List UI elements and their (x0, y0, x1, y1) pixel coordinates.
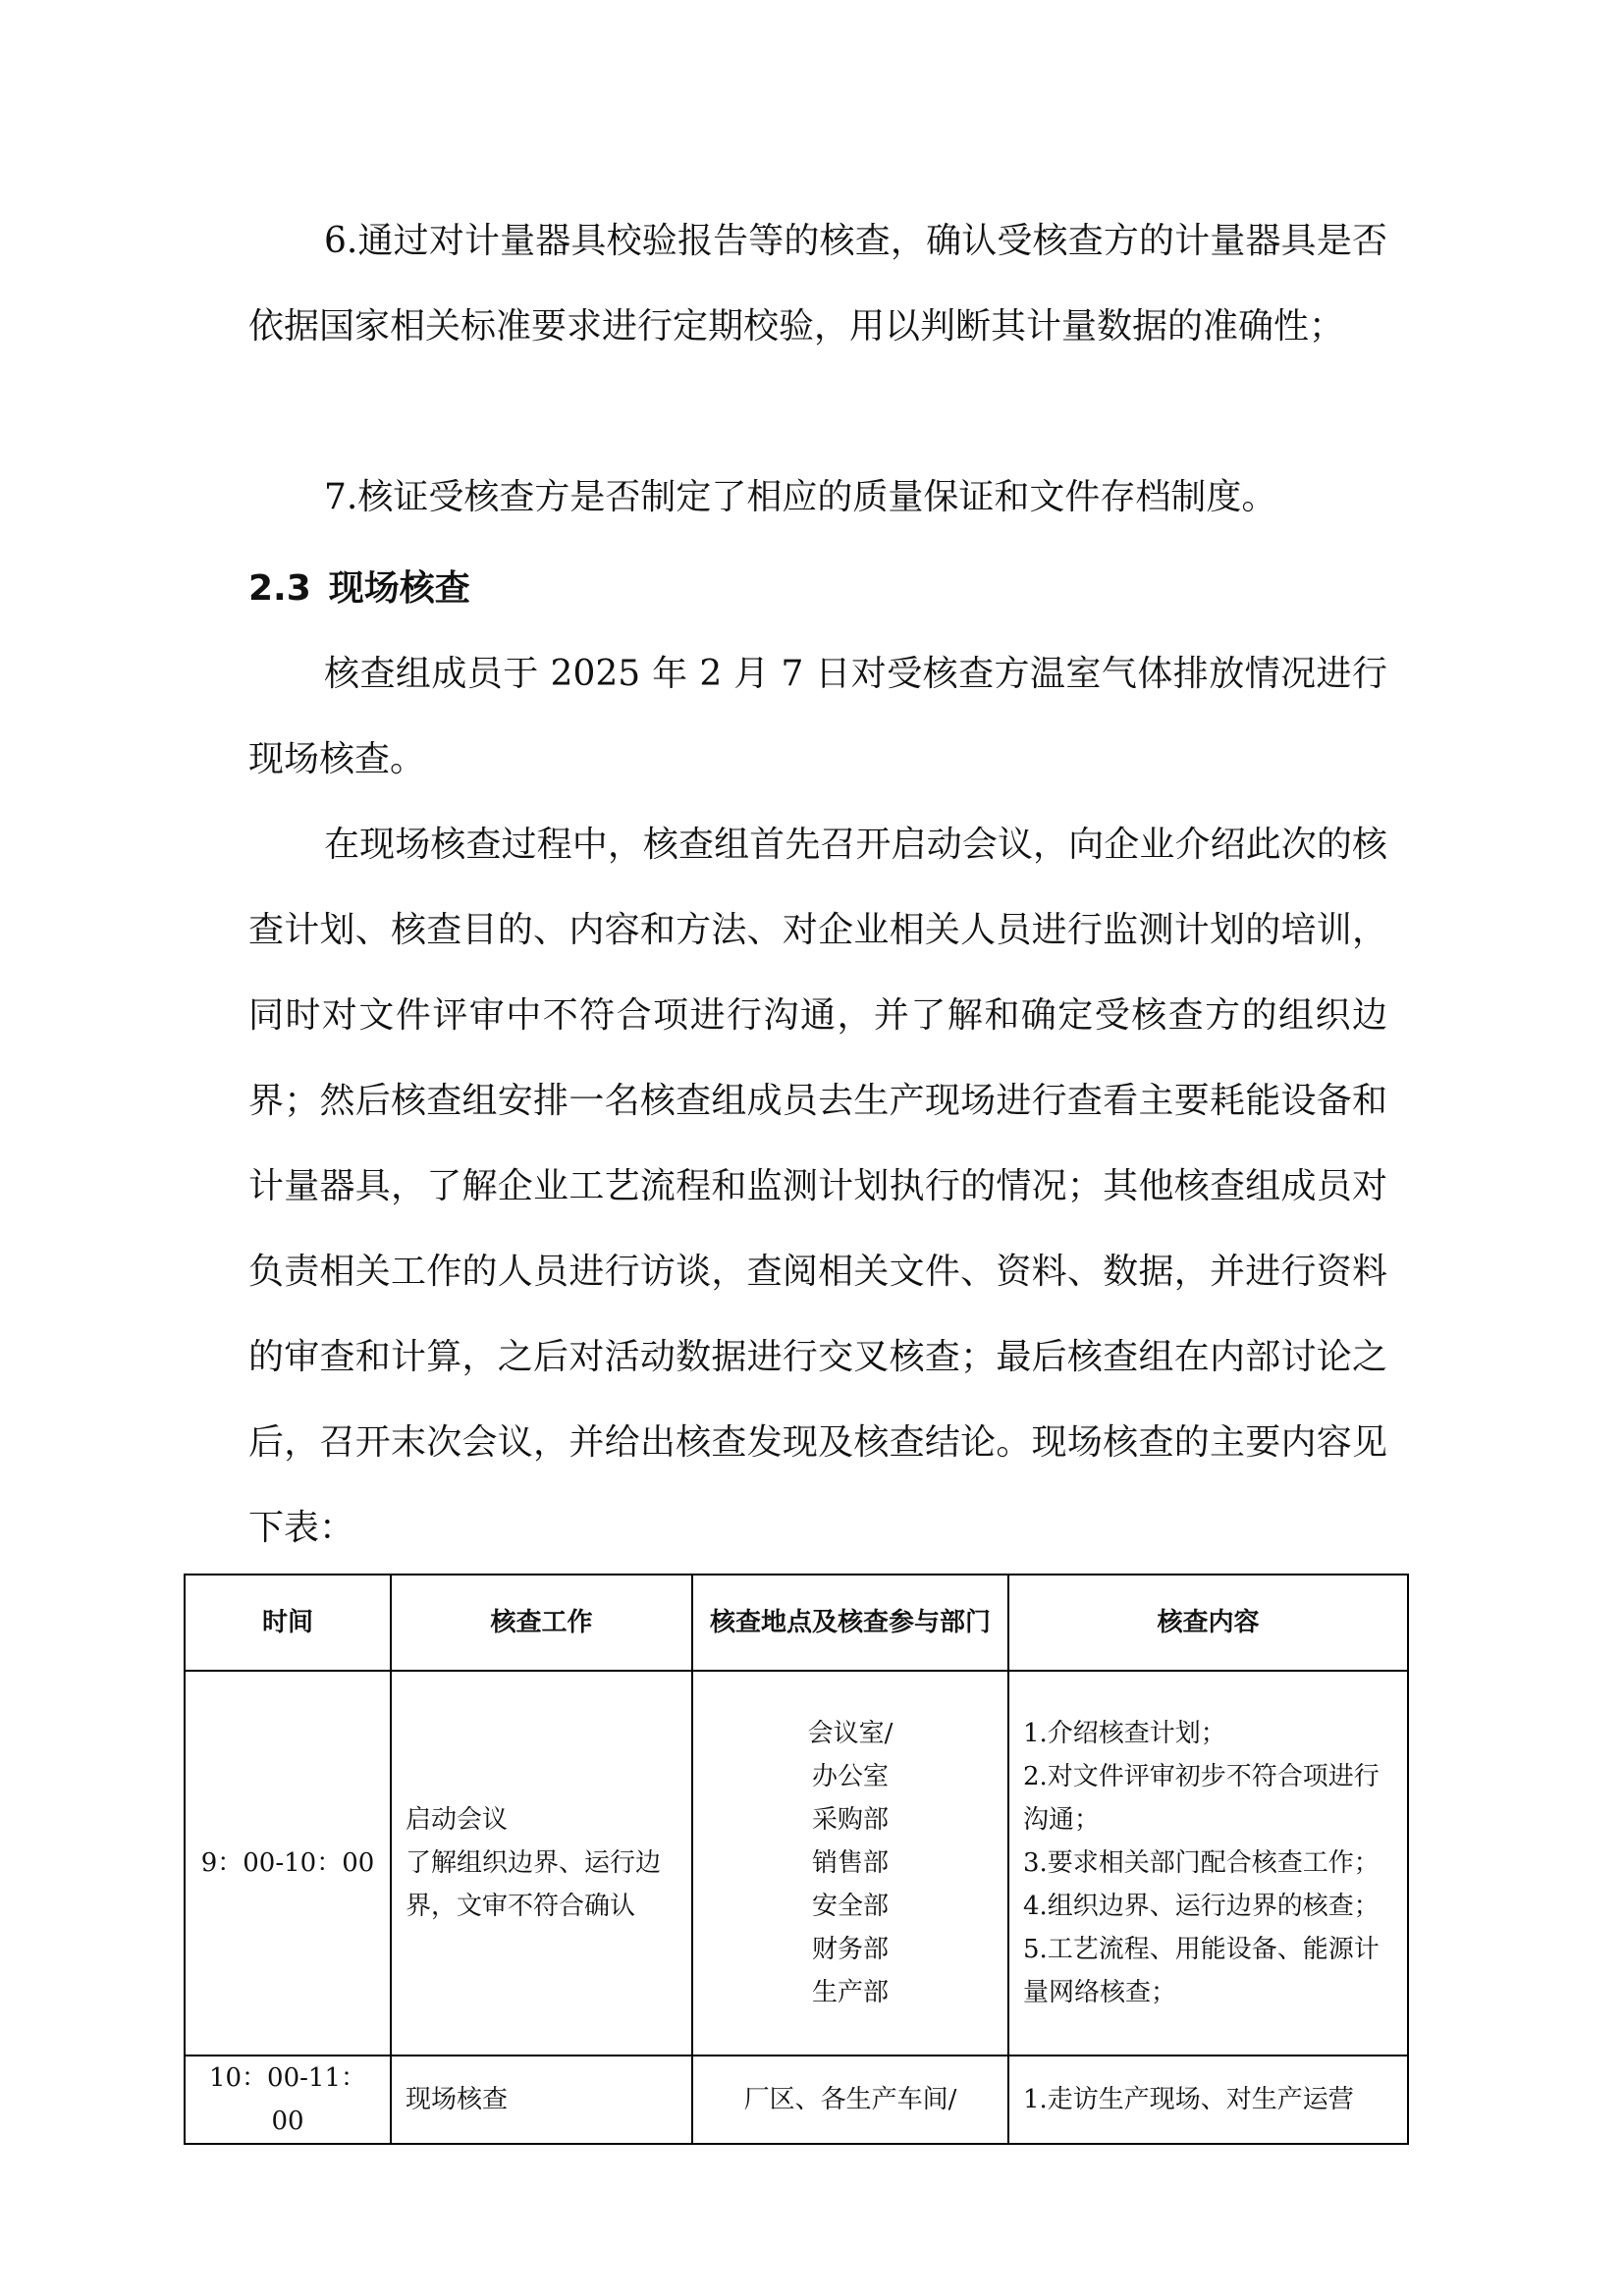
paragraph-onsite-date: 核查组成员于 2025 年 2 月 7 日对受核查方温室气体排放情况进行现场核查。 (248, 654, 1387, 779)
department-item: 生产部 (811, 1978, 889, 2007)
work-line: 现场核查 (406, 2085, 509, 2114)
header-location: 核查地点及核查参与部门 (692, 1575, 1008, 1671)
work-line: 启动会议 (406, 1805, 509, 1835)
paragraph-item-7: 7.核证受核查方是否制定了相应的质量保证和文件存档制度。 (324, 477, 1277, 517)
cell-time: 9：00-10：00 (185, 1671, 391, 2056)
table-header-row (185, 1575, 1408, 1671)
department-item: 办公室 (811, 1762, 889, 1791)
content-item: 5.工艺流程、用能设备、能源计量网络核查； (1023, 1935, 1380, 2007)
content-item: 1.介绍核查计划； (1023, 1719, 1226, 1748)
section-heading (248, 546, 470, 631)
content-item: 2.对文件评审初步不符合项进行沟通； (1023, 1762, 1380, 1835)
content-item: 4.组织边界、运行边界的核查； (1023, 1892, 1380, 1921)
header-content: 核查内容 (1008, 1575, 1408, 1671)
section-title: 现场核查 (328, 568, 470, 609)
department-item: 会议室/ (807, 1719, 893, 1748)
work-line: 了解组织边界、运行边界，文审不符合确认 (406, 1848, 662, 1921)
department-item: 厂区、各生产车间/ (743, 2085, 957, 2114)
cell-departments (692, 2056, 1008, 2144)
cell-work (391, 1671, 692, 2056)
department-item: 安全部 (811, 1892, 889, 1921)
department-item: 采购部 (811, 1805, 889, 1835)
onsite-schedule-table (184, 1574, 1409, 2145)
header-time: 时间 (185, 1575, 391, 1671)
content-item: 3.要求相关部门配合核查工作； (1023, 1848, 1380, 1878)
department-item: 销售部 (811, 1848, 889, 1878)
table-row (185, 1671, 1408, 2056)
paragraph-onsite-process: 在现场核查过程中，核查组首先召开启动会议，向企业介绍此次的核查计划、核查目的、内容和方法、对企业相关人员进行监测计划的培训，同时对文件评审中不符合项进行沟通，并了解和确定受核查方的组织边界；然后核查组安排一名核查组成员去生产现场进行查看主要耗能设备和计量器具，了解企业工艺流程和监测计划执行的情况；其他核查组成员对负责相关工作的人员进行访谈，查阅相关文件、资料、数据，并进行资料的审查和计算，之后对活动数据进行交叉核查；最后核查组在内部讨论之后，召开末次会议，并给出核查发现及核查结论。现场核查的主要内容见下表： (248, 825, 1387, 1548)
content-item: 1.走访生产现场、对生产运营 (1023, 2085, 1354, 2114)
table-row (185, 2056, 1408, 2144)
header-work: 核查工作 (391, 1575, 692, 1671)
cell-content (1008, 1671, 1408, 2056)
department-item: 财务部 (811, 1935, 889, 1964)
cell-time: 10：00-11：00 (185, 2056, 391, 2144)
section-number: 2.3 (248, 568, 311, 609)
cell-content (1008, 2056, 1408, 2144)
cell-work (391, 2056, 692, 2144)
cell-departments (692, 1671, 1008, 2056)
paragraph-item-6: 6.通过对计量器具校验报告等的核查，确认受核查方的计量器具是否依据国家相关标准要求进行定期校验，用以判断其计量数据的准确性； (248, 221, 1387, 347)
